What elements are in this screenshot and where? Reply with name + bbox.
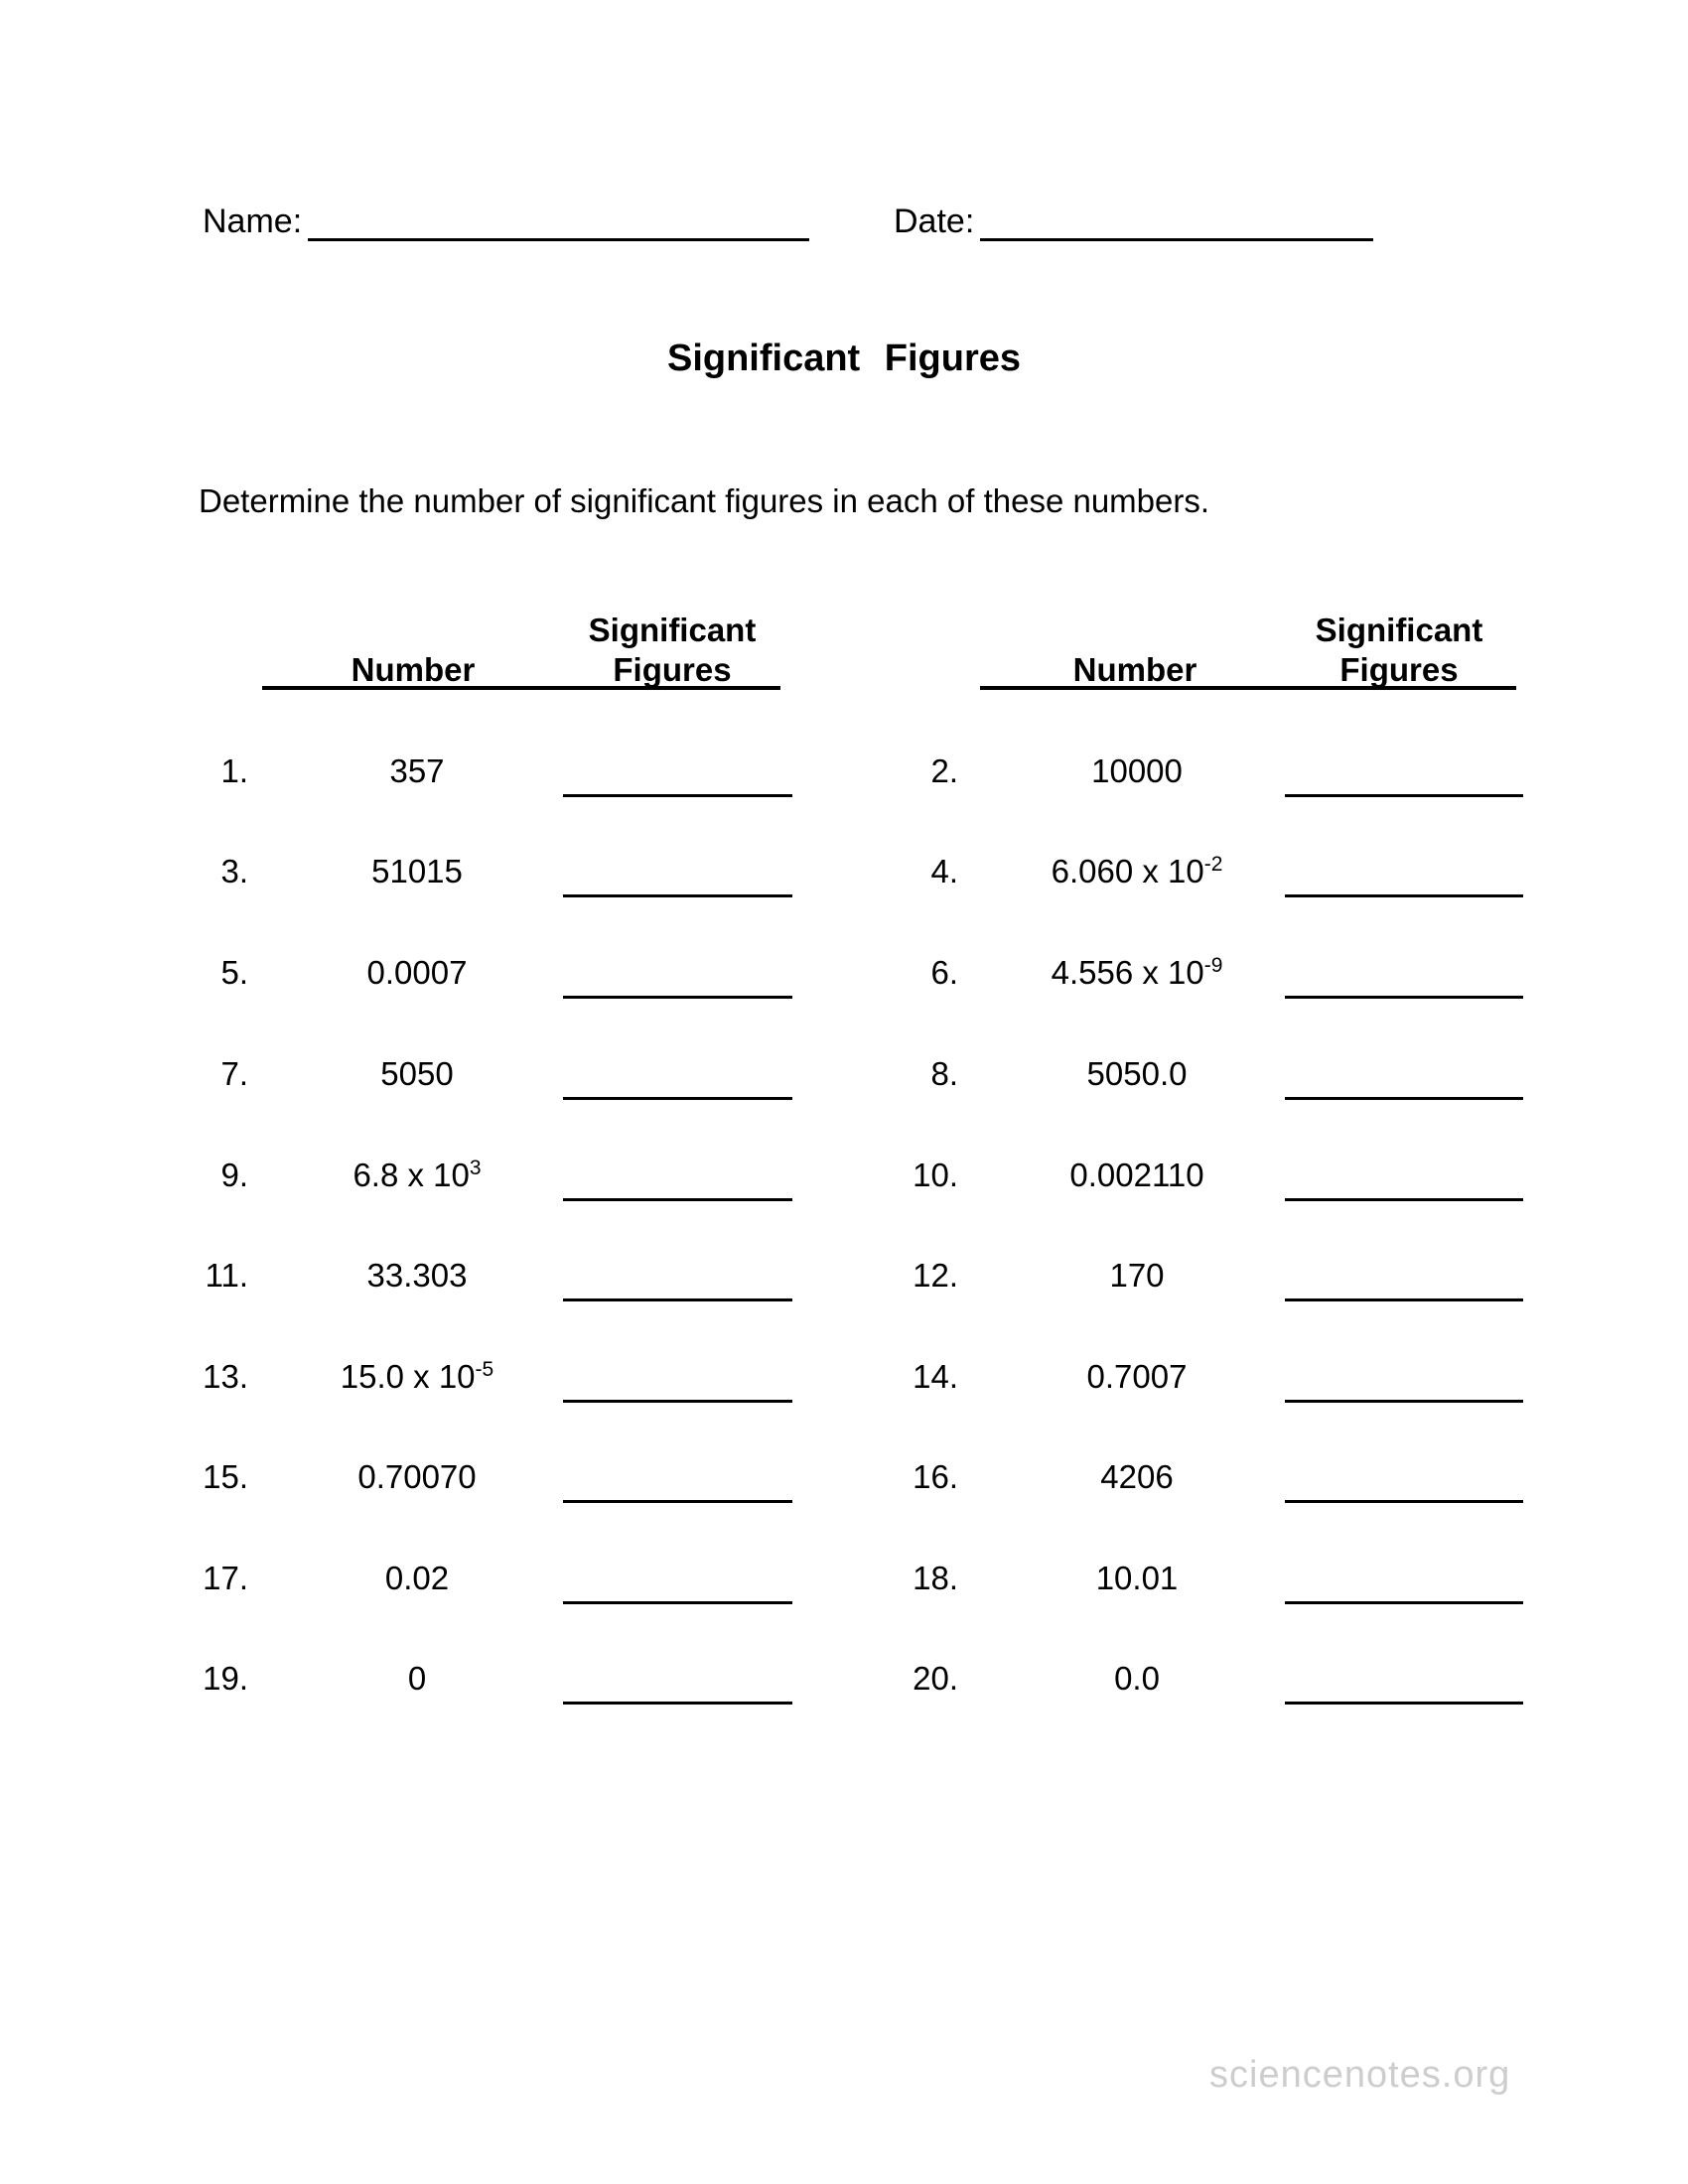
page-title: Significant Figures bbox=[666, 338, 1022, 379]
problem-value: 0.70070 bbox=[357, 1458, 477, 1495]
answer-blank[interactable] bbox=[563, 1601, 792, 1604]
answer-blank[interactable] bbox=[1285, 1601, 1523, 1604]
name-fill-line[interactable] bbox=[308, 205, 809, 241]
answer-blank[interactable] bbox=[563, 996, 792, 999]
problem-number: 3. bbox=[220, 853, 248, 889]
problem-number: 15. bbox=[203, 1458, 248, 1495]
problem-row bbox=[894, 1555, 1549, 1610]
answer-blank[interactable] bbox=[1285, 894, 1523, 897]
left-header-underline bbox=[262, 686, 780, 690]
problem-row bbox=[894, 1252, 1549, 1307]
answer-blank[interactable] bbox=[563, 1198, 792, 1201]
answer-blank[interactable] bbox=[563, 894, 792, 897]
exponent: -9 bbox=[1203, 954, 1223, 977]
problem-value: 4.556 x $10^{-9}$ bbox=[1051, 954, 1223, 991]
answer-blank[interactable] bbox=[563, 794, 792, 797]
problem-value: 5050.0 bbox=[1086, 1055, 1188, 1092]
problem-row bbox=[149, 1555, 804, 1610]
problem-row bbox=[894, 949, 1549, 1005]
problem-value: 51015 bbox=[371, 853, 463, 889]
problem-row bbox=[894, 1353, 1549, 1409]
problem-value: 4206 bbox=[1100, 1458, 1174, 1495]
exponent: -5 bbox=[475, 1358, 494, 1381]
problem-row bbox=[149, 748, 804, 803]
problem-number: 20. bbox=[913, 1660, 958, 1697]
problem-row bbox=[149, 1353, 804, 1409]
answer-blank[interactable] bbox=[1285, 794, 1523, 797]
problem-number: 19. bbox=[203, 1660, 248, 1697]
answer-blank[interactable] bbox=[563, 1702, 792, 1705]
problem-number: 5. bbox=[220, 954, 248, 991]
problem-number: 16. bbox=[913, 1458, 958, 1495]
problem-row bbox=[149, 1152, 804, 1207]
problem-number: 7. bbox=[220, 1055, 248, 1092]
problem-number: 17. bbox=[203, 1560, 248, 1596]
problem-value: 0.0 bbox=[1114, 1660, 1160, 1697]
problem-row bbox=[894, 748, 1549, 803]
date-field-group bbox=[894, 202, 1373, 241]
date-fill-line[interactable] bbox=[980, 205, 1373, 241]
problem-row bbox=[894, 1050, 1549, 1106]
problem-value: 10000 bbox=[1091, 752, 1183, 789]
answer-blank[interactable] bbox=[563, 1400, 792, 1403]
answer-blank[interactable] bbox=[1285, 1298, 1523, 1301]
problem-value: 6.060 x $10^{-2}$ bbox=[1051, 853, 1223, 889]
problem-value: 33.303 bbox=[366, 1257, 468, 1294]
right-header-underline bbox=[980, 686, 1516, 690]
left-number-header: Number bbox=[351, 651, 476, 688]
problem-row bbox=[894, 1453, 1549, 1509]
answer-blank[interactable] bbox=[1285, 1702, 1523, 1705]
right-sigfig-header-line1: Significant bbox=[1315, 612, 1483, 648]
answer-blank[interactable] bbox=[1285, 996, 1523, 999]
problem-value: 6.8 x $10^3$ bbox=[352, 1157, 482, 1193]
answer-blank[interactable] bbox=[1285, 1097, 1523, 1100]
problem-value: 0.002110 bbox=[1069, 1157, 1204, 1193]
problem-value: 0.02 bbox=[384, 1560, 450, 1596]
problem-row bbox=[149, 1050, 804, 1106]
name-field-group bbox=[203, 202, 809, 241]
left-sigfig-header-line2: Figures bbox=[613, 651, 732, 688]
problem-value: 0.7007 bbox=[1086, 1358, 1188, 1395]
exponent: -2 bbox=[1203, 853, 1223, 876]
problem-number: 2. bbox=[930, 752, 958, 789]
problem-number: 12. bbox=[913, 1257, 958, 1294]
problem-number: 13. bbox=[203, 1358, 248, 1395]
problem-value: 0.0007 bbox=[366, 954, 468, 991]
problem-number: 18. bbox=[913, 1560, 958, 1596]
exponent: 3 bbox=[469, 1157, 482, 1179]
answer-blank[interactable] bbox=[563, 1500, 792, 1503]
answer-blank[interactable] bbox=[1285, 1400, 1523, 1403]
problem-value: 5050 bbox=[380, 1055, 454, 1092]
problem-row bbox=[149, 1252, 804, 1307]
problem-number: 4. bbox=[930, 853, 958, 889]
problem-value: 170 bbox=[1109, 1257, 1165, 1294]
instruction-text: Determine the number of significant figures in each of these numbers. bbox=[199, 482, 1210, 519]
name-label: Name: bbox=[203, 203, 303, 240]
problem-row bbox=[894, 1152, 1549, 1207]
problem-number: 1. bbox=[220, 752, 248, 789]
right-number-header: Number bbox=[1072, 651, 1197, 688]
problem-row bbox=[149, 1453, 804, 1509]
answer-blank[interactable] bbox=[563, 1097, 792, 1100]
answer-blank[interactable] bbox=[1285, 1198, 1523, 1201]
problem-row bbox=[149, 848, 804, 903]
footer-watermark: sciencenotes.org bbox=[1209, 2054, 1511, 2096]
left-sigfig-header-line1: Significant bbox=[588, 612, 757, 648]
problem-number: 9. bbox=[220, 1157, 248, 1193]
problem-row bbox=[149, 949, 804, 1005]
problem-number: 14. bbox=[913, 1358, 958, 1395]
problem-number: 8. bbox=[930, 1055, 958, 1092]
problem-number: 6. bbox=[930, 954, 958, 991]
right-sigfig-header-line2: Figures bbox=[1339, 651, 1459, 688]
problem-value: 15.0 x $10^{-5}$ bbox=[340, 1358, 494, 1395]
date-label: Date: bbox=[894, 203, 975, 240]
problem-row bbox=[149, 1655, 804, 1710]
answer-blank[interactable] bbox=[563, 1298, 792, 1301]
problem-row bbox=[894, 1655, 1549, 1710]
problem-number: 10. bbox=[913, 1157, 958, 1193]
problem-value: 0 bbox=[407, 1660, 427, 1697]
answer-blank[interactable] bbox=[1285, 1500, 1523, 1503]
problem-value: 357 bbox=[389, 752, 445, 789]
problem-value: 10.01 bbox=[1095, 1560, 1179, 1596]
problem-number: 11. bbox=[205, 1257, 248, 1294]
problem-row bbox=[894, 848, 1549, 903]
